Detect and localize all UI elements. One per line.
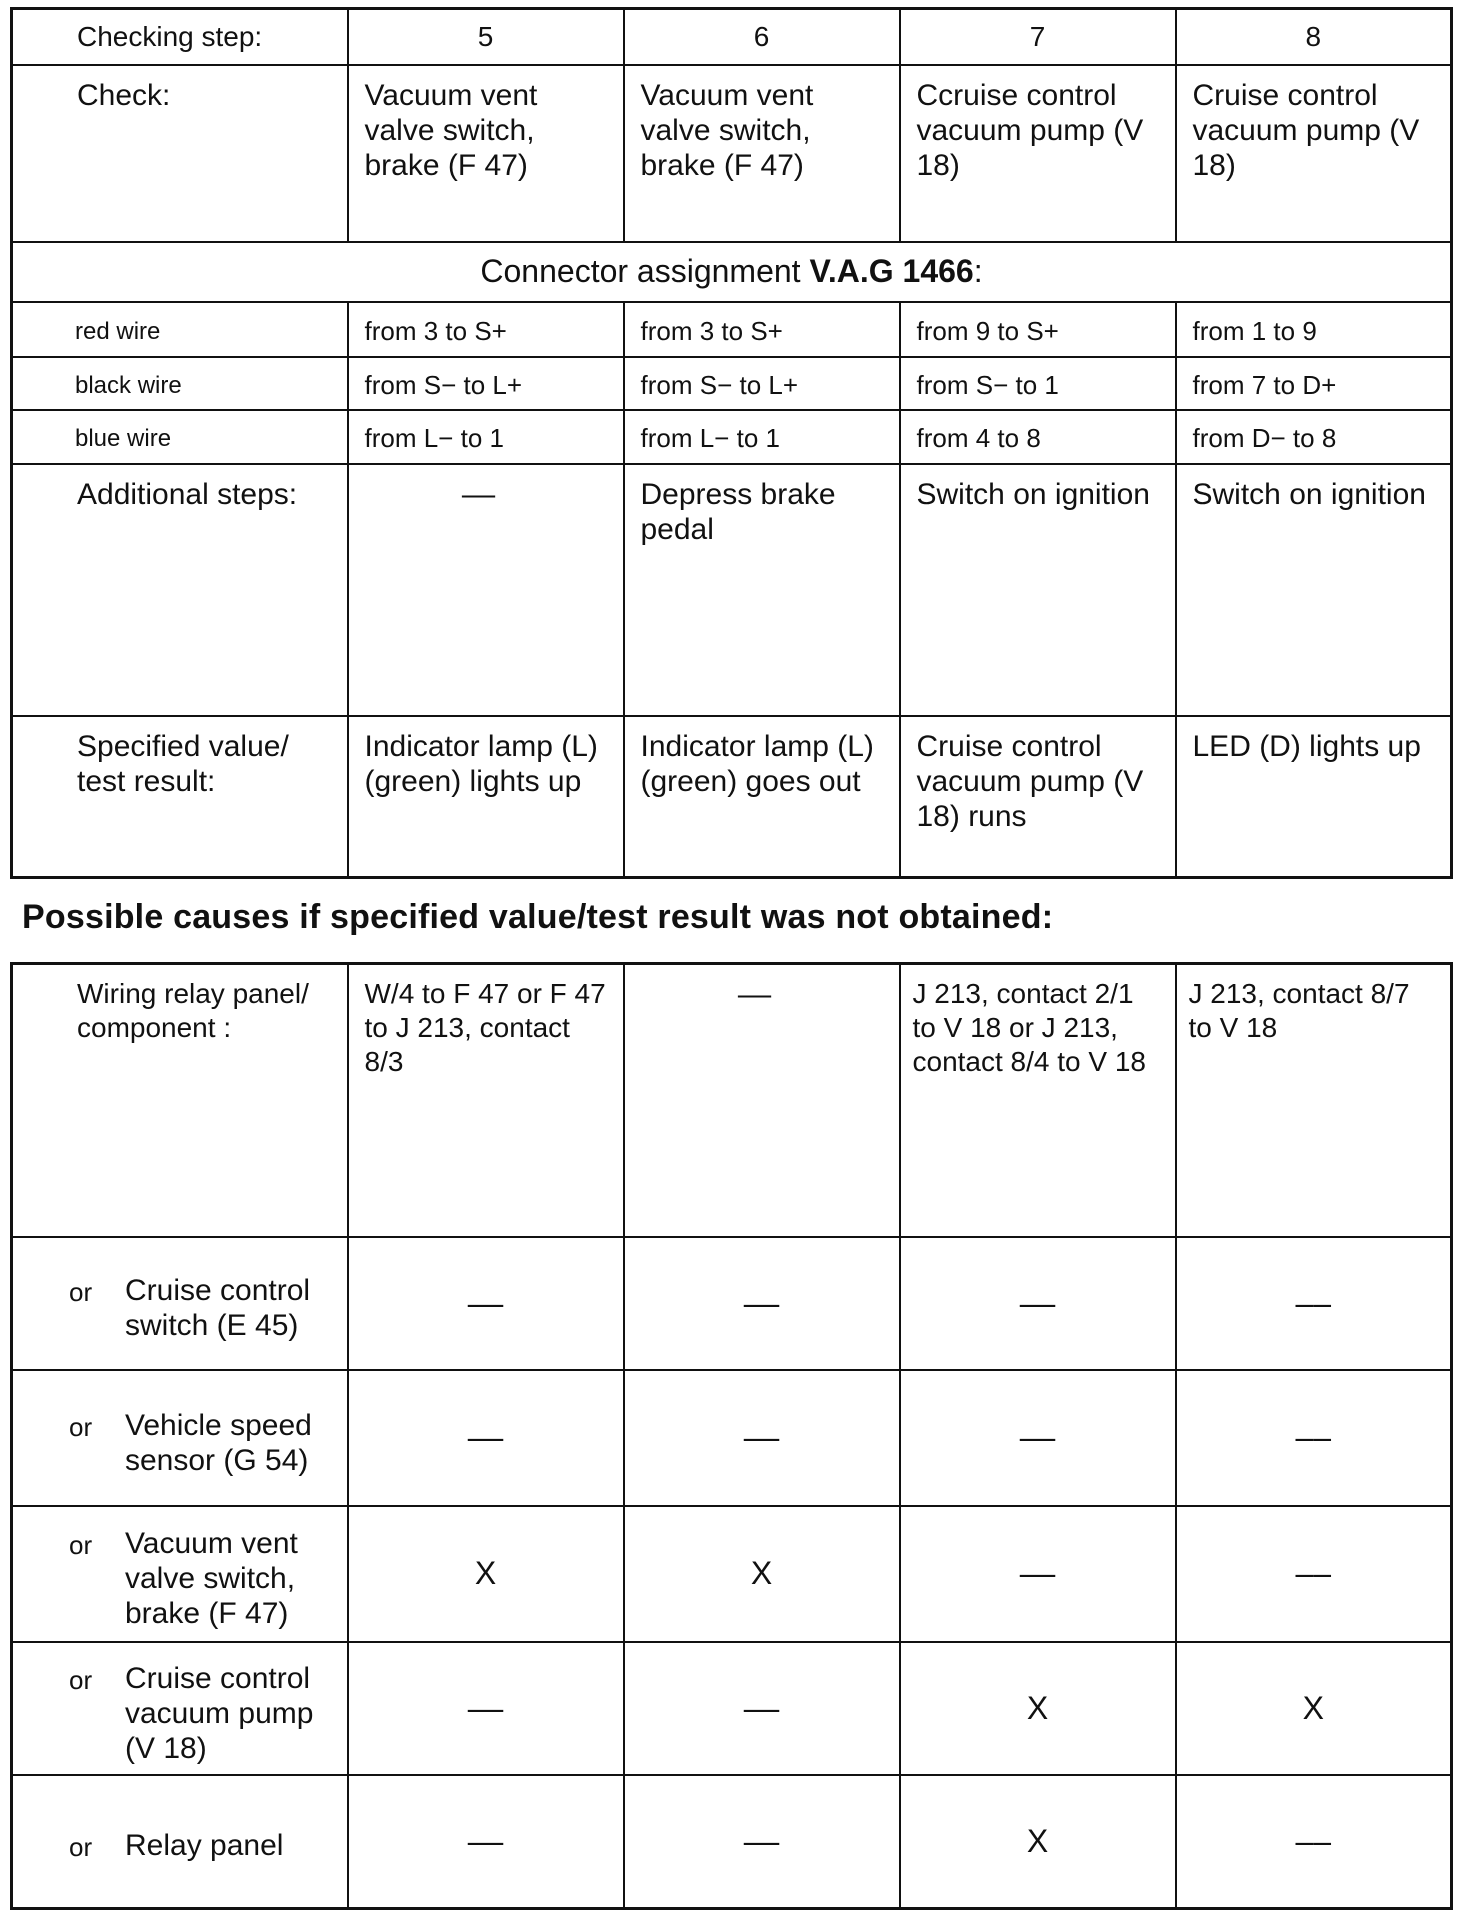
connector-prefix: Connector assignment — [480, 253, 810, 289]
step-number: 6 — [624, 9, 900, 65]
wire-row-black — [12, 357, 1452, 410]
cause-label-cell — [12, 1642, 348, 1775]
wire-row-red — [12, 302, 1452, 357]
wire-value: from D− to 8 — [1176, 410, 1452, 464]
cause-mark: –– — [900, 1370, 1176, 1506]
cause-mark: –– — [348, 1370, 624, 1506]
specified-value-row — [12, 716, 1452, 878]
wire-value: from L− to 1 — [624, 410, 900, 464]
check-value: Ccruise control vacuum pump (V 18) — [900, 65, 1176, 242]
wiring-row — [12, 964, 1452, 1237]
check-value: Cruise control vacuum pump (V 18) — [1176, 65, 1452, 242]
cause-mark: X — [348, 1506, 624, 1642]
or-label: or — [69, 1831, 93, 1862]
specified-value: Indicator lamp (L) (green) goes out — [624, 716, 900, 878]
wire-row-blue — [12, 410, 1452, 464]
wire-label: blue wire — [12, 410, 348, 464]
step-number: 8 — [1176, 9, 1452, 65]
cause-mark: X — [1176, 1642, 1452, 1775]
cause-mark: –– — [1176, 1237, 1452, 1370]
step-number: 5 — [348, 9, 624, 65]
specified-value: LED (D) lights up — [1176, 716, 1452, 878]
wire-value: from S− to L+ — [624, 357, 900, 410]
cause-mark: –– — [1176, 1775, 1452, 1909]
cause-row — [12, 1237, 1452, 1370]
cause-mark: –– — [348, 1237, 624, 1370]
cause-mark: –– — [348, 1775, 624, 1909]
cause-mark: –– — [1176, 1506, 1452, 1642]
cause-mark: –– — [900, 1237, 1176, 1370]
cause-label: Relay panel — [125, 1828, 284, 1862]
or-label: or — [69, 1530, 93, 1560]
cause-row — [12, 1642, 1452, 1775]
cause-label: Vehicle speed sensor (G 54) — [125, 1408, 312, 1477]
wire-label: red wire — [12, 302, 348, 357]
cause-label: Cruise control vacuum pump (V 18) — [125, 1661, 314, 1765]
cause-mark: X — [900, 1775, 1176, 1909]
wire-value: from L− to 1 — [348, 410, 624, 464]
or-label: or — [69, 1277, 93, 1307]
wire-value: from 1 to 9 — [1176, 302, 1452, 357]
check-label: Check: — [12, 65, 348, 242]
cause-mark: –– — [1176, 1370, 1452, 1506]
cause-mark: –– — [900, 1506, 1176, 1642]
wiring-value: J 213, contact 8/7 to V 18 — [1176, 964, 1452, 1237]
step-number: 7 — [900, 9, 1176, 65]
or-label: or — [69, 1411, 93, 1442]
wire-value: from S− to 1 — [900, 357, 1176, 410]
specified-value-label: Specified value/ test result: — [12, 716, 348, 878]
cause-label-cell — [12, 1506, 348, 1642]
check-row — [12, 65, 1452, 242]
or-label: or — [69, 1664, 93, 1695]
wiring-label: Wiring relay panel/ component : — [12, 964, 348, 1237]
wire-value: from 4 to 8 — [900, 410, 1176, 464]
cause-row — [12, 1775, 1452, 1909]
wire-value: from 3 to S+ — [624, 302, 900, 357]
wire-value: from S− to L+ — [348, 357, 624, 410]
possible-causes-heading: Possible causes if specified value/test result was not obtained: — [22, 898, 1054, 936]
checking-steps-table — [10, 7, 1453, 879]
cause-row — [12, 1370, 1452, 1506]
additional-steps-row — [12, 464, 1452, 716]
header-row — [12, 9, 1452, 65]
wire-value: from 7 to D+ — [1176, 357, 1452, 410]
additional-step-value: Switch on ignition — [1176, 464, 1452, 716]
additional-step-value: Depress brake pedal — [624, 464, 900, 716]
cause-label: Vacuum vent valve switch, brake (F 47) — [125, 1527, 298, 1630]
cause-label-cell — [12, 1775, 348, 1909]
check-value: Vacuum vent valve switch, brake (F 47) — [348, 65, 624, 242]
wiring-value: W/4 to F 47 or F 47 to J 213, contact 8/3 — [348, 964, 624, 1237]
connector-row — [12, 242, 1452, 302]
additional-steps-label: Additional steps: — [12, 464, 348, 716]
additional-step-value: Switch on ignition — [900, 464, 1176, 716]
connector-assignment — [12, 242, 1452, 302]
wire-value: from 9 to S+ — [900, 302, 1176, 357]
cause-mark: X — [900, 1642, 1176, 1775]
cause-mark: –– — [624, 1775, 900, 1909]
specified-value: Cruise control vacuum pump (V 18) runs — [900, 716, 1176, 878]
specified-value: Indicator lamp (L) (green) lights up — [348, 716, 624, 878]
wiring-value: J 213, contact 2/1 to V 18 or J 213, contact 8/4 to V 18 — [900, 964, 1176, 1237]
cause-mark: –– — [624, 1370, 900, 1506]
connector-device: V.A.G 1466 — [809, 253, 974, 289]
cause-mark: –– — [624, 1642, 900, 1775]
connector-suffix: : — [973, 253, 983, 289]
cause-label-cell — [12, 1237, 348, 1370]
wire-value: from 3 to S+ — [348, 302, 624, 357]
additional-step-value: –– — [348, 464, 624, 716]
cause-label-cell — [12, 1370, 348, 1506]
checking-step-label: Checking step: — [12, 9, 348, 65]
wire-label: black wire — [12, 357, 348, 410]
possible-causes-table — [10, 962, 1453, 1910]
cause-mark: –– — [348, 1642, 624, 1775]
cause-label: Cruise control switch (E 45) — [125, 1274, 311, 1342]
cause-row — [12, 1506, 1452, 1642]
cause-mark: –– — [624, 1237, 900, 1370]
check-value: Vacuum vent valve switch, brake (F 47) — [624, 65, 900, 242]
cause-mark: X — [624, 1506, 900, 1642]
wiring-value: –– — [624, 964, 900, 1237]
